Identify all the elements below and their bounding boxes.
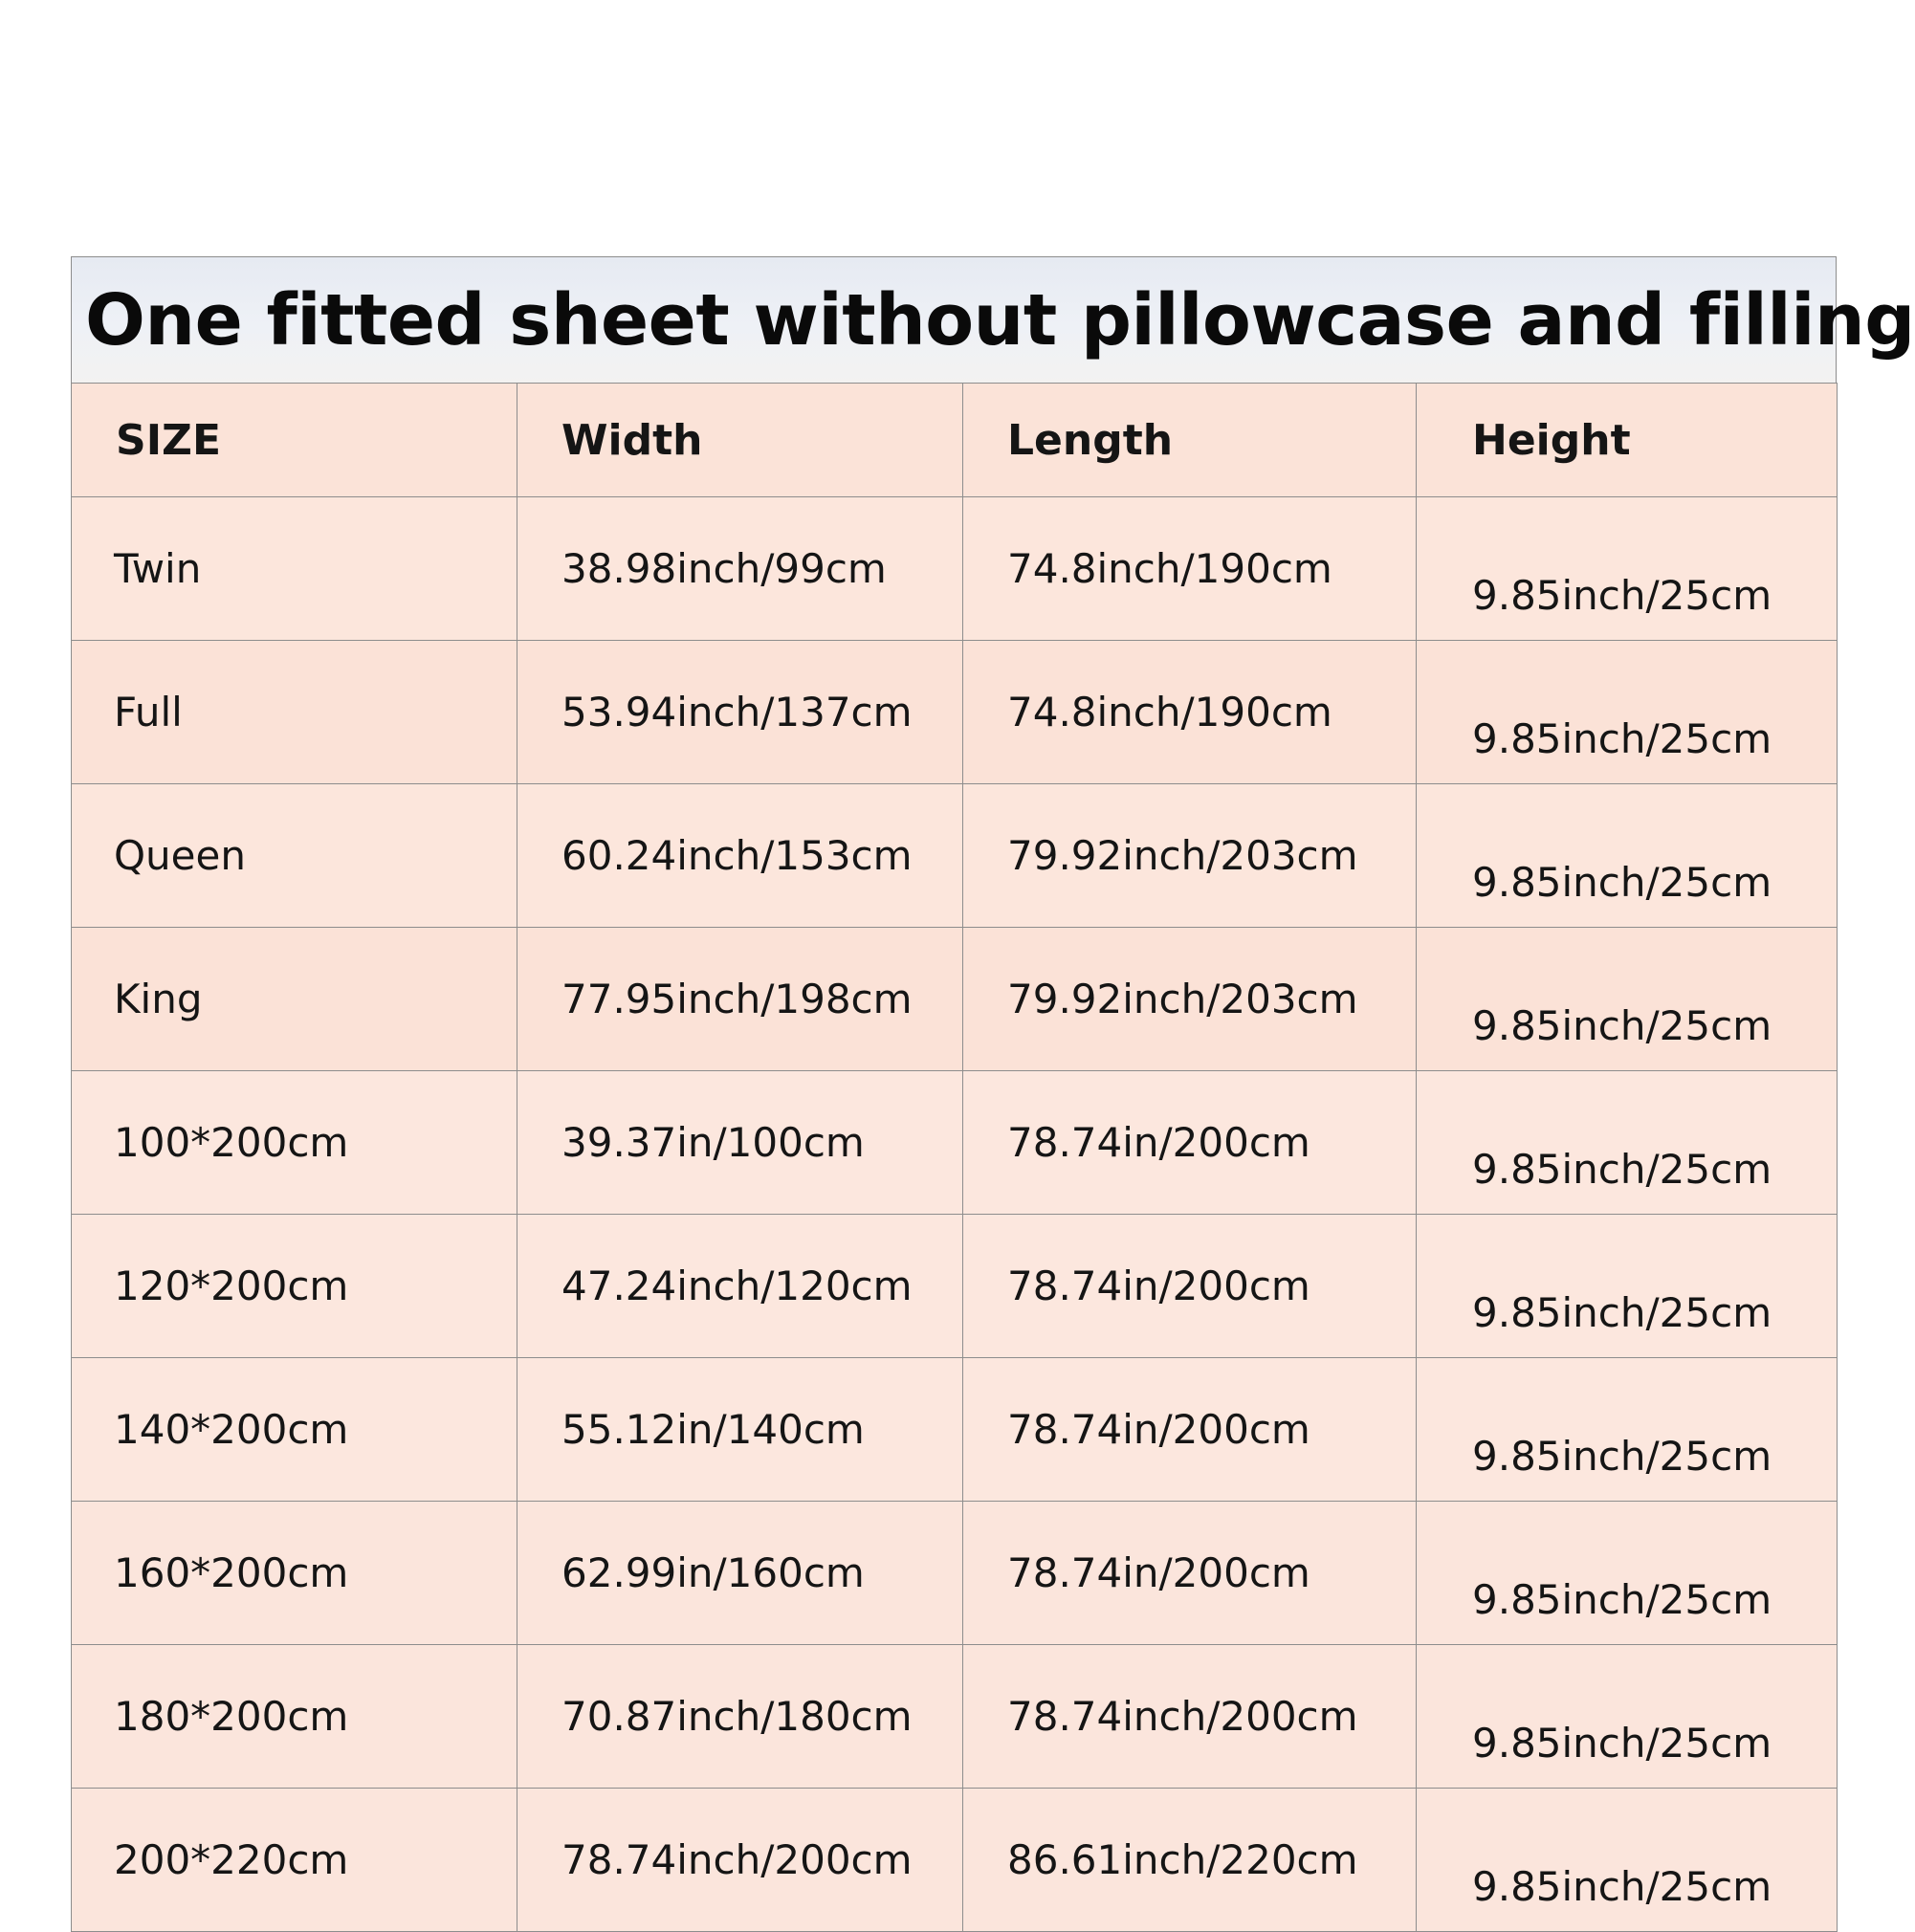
- table-row: [72, 1502, 1838, 1645]
- cell-height: 9.85inch/25cm: [1417, 1215, 1838, 1358]
- cell-width: 39.37in/100cm: [517, 1071, 963, 1215]
- table-body: [72, 497, 1838, 1932]
- cell-size: Full: [72, 641, 517, 784]
- column-header-height: Height: [1417, 384, 1838, 497]
- cell-height: 9.85inch/25cm: [1417, 1645, 1838, 1789]
- page-title: One fitted sheet without pillowcase and filling: [85, 278, 1915, 362]
- table-row: [72, 1789, 1838, 1932]
- cell-width: 78.74inch/200cm: [517, 1789, 963, 1932]
- table-row: [72, 1358, 1838, 1502]
- cell-length: 86.61inch/220cm: [963, 1789, 1417, 1932]
- size-chart: [71, 256, 1915, 1910]
- table-row: [72, 497, 1838, 641]
- cell-width: 60.24inch/153cm: [517, 784, 963, 928]
- column-header-size: SIZE: [72, 384, 517, 497]
- cell-height: 9.85inch/25cm: [1417, 928, 1838, 1071]
- cell-width: 77.95inch/198cm: [517, 928, 963, 1071]
- cell-width: 47.24inch/120cm: [517, 1215, 963, 1358]
- cell-height: 9.85inch/25cm: [1417, 1358, 1838, 1502]
- cell-length: 78.74in/200cm: [963, 1358, 1417, 1502]
- cell-size: Twin: [72, 497, 517, 641]
- cell-size: 180*200cm: [72, 1645, 517, 1789]
- cell-length: 78.74inch/200cm: [963, 1645, 1417, 1789]
- cell-width: 55.12in/140cm: [517, 1358, 963, 1502]
- cell-size: 200*220cm: [72, 1789, 517, 1932]
- cell-size: Queen: [72, 784, 517, 928]
- cell-length: 74.8inch/190cm: [963, 497, 1417, 641]
- table-row: [72, 928, 1838, 1071]
- column-header-length: Length: [963, 384, 1417, 497]
- cell-length: 78.74in/200cm: [963, 1502, 1417, 1645]
- cell-length: 78.74in/200cm: [963, 1071, 1417, 1215]
- table-row: [72, 1215, 1838, 1358]
- cell-width: 38.98inch/99cm: [517, 497, 963, 641]
- cell-length: 79.92inch/203cm: [963, 928, 1417, 1071]
- table-row: [72, 641, 1838, 784]
- cell-size: King: [72, 928, 517, 1071]
- cell-length: 79.92inch/203cm: [963, 784, 1417, 928]
- cell-width: 53.94inch/137cm: [517, 641, 963, 784]
- table-header-row: [72, 384, 1838, 497]
- cell-length: 78.74in/200cm: [963, 1215, 1417, 1358]
- cell-size: 120*200cm: [72, 1215, 517, 1358]
- table-row: [72, 784, 1838, 928]
- table-row: [72, 1645, 1838, 1789]
- cell-height: 9.85inch/25cm: [1417, 1789, 1838, 1932]
- size-table: [71, 383, 1838, 1932]
- table-row: [72, 1071, 1838, 1215]
- cell-length: 74.8inch/190cm: [963, 641, 1417, 784]
- cell-height: 9.85inch/25cm: [1417, 497, 1838, 641]
- column-header-width: Width: [517, 384, 963, 497]
- table-header: [72, 384, 1838, 497]
- chart-title-bar: [71, 256, 1915, 383]
- cell-width: 70.87inch/180cm: [517, 1645, 963, 1789]
- cell-height: 9.85inch/25cm: [1417, 1502, 1838, 1645]
- cell-height: 9.85inch/25cm: [1417, 784, 1838, 928]
- cell-width: 62.99in/160cm: [517, 1502, 963, 1645]
- cell-size: 100*200cm: [72, 1071, 517, 1215]
- cell-height: 9.85inch/25cm: [1417, 1071, 1838, 1215]
- cell-size: 140*200cm: [72, 1358, 517, 1502]
- cell-size: 160*200cm: [72, 1502, 517, 1645]
- cell-height: 9.85inch/25cm: [1417, 641, 1838, 784]
